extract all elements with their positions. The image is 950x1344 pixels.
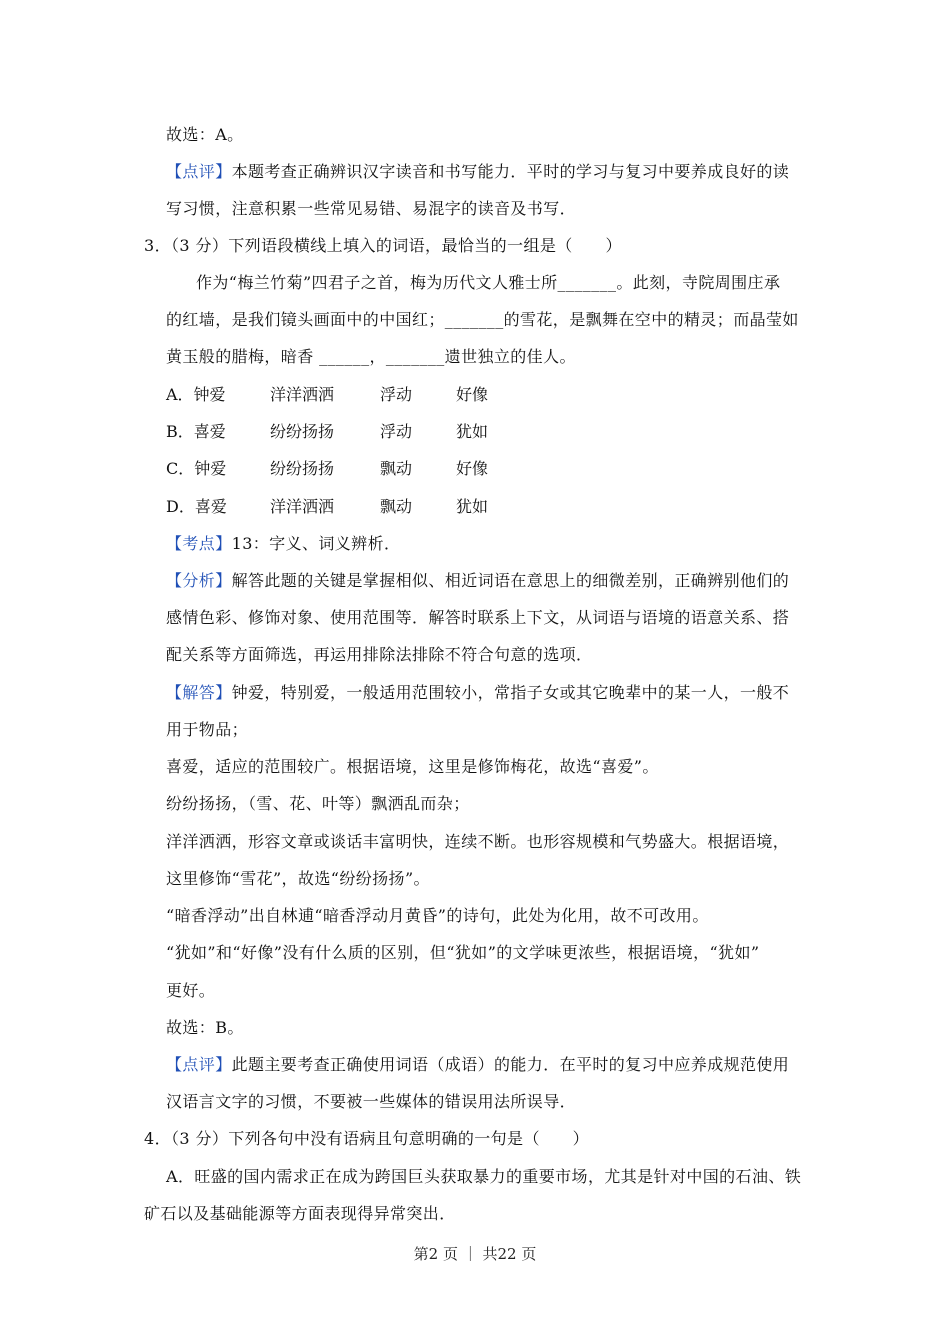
option-word: 飘动: [380, 459, 413, 478]
q3-option-b: [166, 421, 488, 443]
option-word: 飘动: [380, 497, 413, 516]
option-word: 浮动: [380, 385, 413, 404]
option-word: 犹如: [456, 497, 489, 516]
q3-fenxi-line-3: 配关系等方面筛选，再运用排除法排除不符合句意的选项．: [166, 645, 593, 664]
q3-fenxi-line-1: [166, 570, 816, 592]
q3-jieda-line-6: 这里修饰“雪花”，故选“纷纷扬扬”。: [166, 869, 430, 888]
review-text: 此题主要考查正确使用词语（成语）的能力．在平时的复习中应养成规范使用: [231, 1055, 790, 1074]
option-word: 纷纷扬扬: [270, 422, 335, 441]
q3-jieda-line-9: 更好。: [166, 981, 216, 1000]
prev-review-line-2: 写习惯，注意积累一些常见易错、易混字的读音及书写．: [166, 199, 577, 218]
q4-option-a-line-1: A．旺盛的国内需求正在成为跨国巨头获取暴力的重要市场，尤其是针对中国的石油、铁: [166, 1167, 802, 1186]
option-word: 好像: [456, 385, 489, 404]
option-label: C．钟爱: [166, 459, 227, 478]
page-footer: 第2 页 ｜ 共22 页: [413, 1245, 537, 1263]
option-word: 洋洋洒洒: [270, 497, 335, 516]
q3-passage-line-2: 的红墙，是我们镜头画面中的中国红；_______的雪花，是飘舞在空中的精灵；而晶莹如: [166, 310, 799, 329]
q3-jieda-line-5: 洋洋洒洒，形容文章或谈话丰富明快，连续不断。也形容规模和气势盛大。根据语境，: [166, 832, 790, 851]
q3-jieda-line-7: “暗香浮动”出自林逋“暗香浮动月黄昏”的诗句，此处为化用，故不可改用。: [166, 906, 709, 925]
option-label: A．钟爱: [166, 385, 226, 404]
prev-choice: 故选：A。: [166, 125, 244, 144]
q3-jieda-line-1: [166, 682, 816, 704]
option-word: 洋洋洒洒: [270, 385, 335, 404]
q3-jieda-line-4: 纷纷扬扬，（雪、花、叶等）飘洒乱而杂；: [166, 794, 470, 813]
q3-option-a: [166, 384, 488, 406]
q3-jieda-line-2: 用于物品；: [166, 720, 249, 739]
q3-choice: 故选：B。: [166, 1018, 244, 1037]
option-word: 浮动: [380, 422, 413, 441]
review-text: 本题考查正确辨识汉字读音和书写能力．平时的学习与复习中要养成良好的读: [231, 162, 790, 181]
q3-kaodian: [166, 533, 816, 555]
fenxi-tag: 【分析】: [166, 571, 232, 590]
fenxi-text: 解答此题的关键是掌握相似、相近词语在意思上的细微差别，正确辨别他们的: [231, 571, 790, 590]
q3-fenxi-line-2: 感情色彩、修饰对象、使用范围等．解答时联系上下文，从词语与语境的语意关系、搭: [166, 608, 790, 627]
option-word: 犹如: [456, 422, 489, 441]
option-label: D．喜爱: [166, 497, 227, 516]
q3-passage-line-3: 黄玉般的腊梅，暗香 ______，_______遗世独立的佳人。: [166, 347, 576, 366]
jieda-text: 钟爱，特别爱，一般适用范围较小，常指子女或其它晚辈中的某一人，一般不: [231, 683, 790, 702]
jieda-tag: 【解答】: [166, 683, 232, 702]
q3-jieda-line-3: 喜爱，适应的范围较广。根据语境，这里是修饰梅花，故选“喜爱”。: [166, 757, 659, 776]
q3-passage-line-1: 作为“梅兰竹菊”四君子之首，梅为历代文人雅士所_______。此刻，寺院周围庄承: [196, 273, 781, 292]
question-4-stem: 4．（3 分）下列各句中没有语病且句意明确的一句是（ ）: [144, 1129, 590, 1148]
q4-option-a-line-2: 矿石以及基础能源等方面表现得异常突出．: [144, 1204, 456, 1223]
q3-option-d: [166, 496, 488, 518]
kaodian-text: 13：字义、词义辨析．: [231, 534, 401, 553]
review-tag: 【点评】: [166, 1055, 232, 1074]
q3-option-c: [166, 458, 488, 480]
question-3-stem: 3．（3 分）下列语段横线上填入的词语，最恰当的一组是（ ）: [144, 236, 622, 255]
option-label: B．喜爱: [166, 422, 226, 441]
kaodian-tag: 【考点】: [166, 534, 232, 553]
option-word: 纷纷扬扬: [270, 459, 335, 478]
option-word: 好像: [456, 459, 489, 478]
q3-review-line-1: [166, 1054, 816, 1076]
q3-jieda-line-8: “犹如”和“好像”没有什么质的区别，但“犹如”的文学味更浓些，根据语境，“犹如”: [166, 943, 760, 962]
q3-review-line-2: 汉语言文字的习惯，不要被一些媒体的错误用法所误导．: [166, 1092, 577, 1111]
review-tag: 【点评】: [166, 162, 232, 181]
prev-review-line-1: [166, 161, 816, 183]
